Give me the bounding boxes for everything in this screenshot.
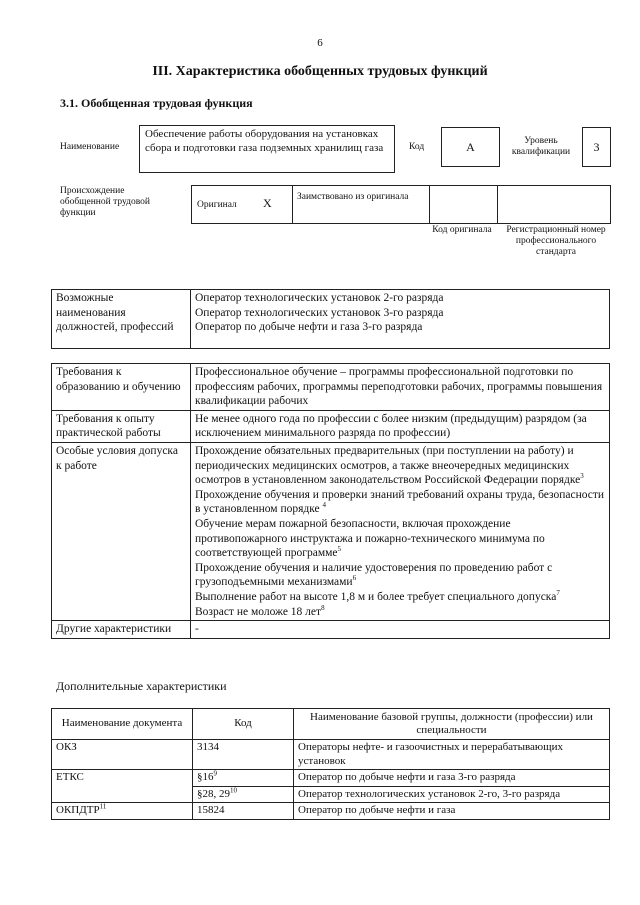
footnote-ref: 7 (556, 589, 560, 598)
education-label: Требования к образованию и обучению (52, 364, 191, 411)
subsection-title: 3.1. Обобщенная трудовая функция (60, 96, 253, 110)
other-text: - (191, 621, 610, 639)
requirements-table (51, 363, 610, 639)
page-number: 6 (317, 37, 323, 49)
origin-divider-2 (429, 186, 430, 223)
origin-label: Происхождение обобщенной трудовой функции (60, 186, 150, 218)
conditions-list (191, 442, 610, 620)
positions-table (51, 289, 610, 349)
borrowed-label: Заимствовано из оригинала (297, 192, 409, 202)
condition-item: Прохождение обучения и наличие удостоверения по проведению работ с грузоподъемными механизмами$^6$ (195, 561, 553, 589)
additional-title: Дополнительные характеристики (56, 679, 227, 693)
positions-label: Возможные наименования должностей, профессий (52, 290, 191, 349)
original-mark: Х (263, 196, 272, 210)
footnote-ref: 6 (352, 574, 357, 583)
table-row: ОКЗ 3134 Операторы нефте- и газоочистных и перерабатывающих установок (52, 740, 610, 770)
column-header: Код (193, 709, 294, 740)
level-value: 3 (582, 127, 611, 167)
code-value: А (441, 127, 500, 167)
conditions-label: Особые условия допуска к работе (52, 442, 191, 620)
code-label: Код (409, 142, 425, 152)
origin-divider-3 (497, 186, 498, 223)
condition-item: Обучение мерам пожарной безопасности, включая прохождение противопожарного инструктажа и пожарно-технического минимума по соответствующей программе$^5$ (195, 517, 545, 560)
condition-item: Возраст не моложе 18 лет$^8$ (195, 603, 325, 618)
table-header-row (52, 709, 610, 740)
additional-table (51, 708, 610, 820)
reg-number-label: Регистрационный номер профессионального стандарта (506, 225, 606, 257)
column-header: Наименование базовой группы, должности (профессии) или специальности (294, 709, 610, 740)
name-label: Наименование (60, 142, 120, 152)
footnote-ref: 5 (337, 545, 341, 554)
table-row: §28, $29^{10}$ Оператор технологических установок 2-го, 3-го разряда (52, 786, 610, 803)
column-header: Наименование документа (52, 709, 193, 740)
experience-label: Требования к опыту практической работы (52, 410, 191, 442)
other-label: Другие характеристики (52, 621, 191, 639)
experience-text: Не менее одного года по профессии с более низким (предыдущим) разрядом (за исключением минимального разряда по профессии) (191, 410, 610, 442)
level-label: Уровень квалификации (511, 136, 571, 157)
condition-item: Прохождение обязательных предварительных (при поступлении на работу) и периодических медицинских осмотров, а также внеочередных медицинских осмотров в установленном законодательством Российской Федерации порядке$^3$ (195, 444, 584, 487)
positions-list (191, 290, 610, 349)
section-title: III. Характеристика обобщенных трудовых функций (152, 64, 488, 79)
position-item: Оператор технологических установок 3-го разряда (195, 306, 444, 319)
education-text: Профессиональное обучение – программы профессиональной подготовки по профессиям рабочих, программы переподготовки рабочих, программы повышения квалификации рабочих (191, 364, 610, 411)
footnote-ref: 4 (322, 501, 327, 510)
origin-divider-1 (292, 186, 293, 223)
table-row: ОКПДТР$^{11}$ 15824 Оператор по добыче нефти и газа (52, 803, 610, 820)
condition-item: Прохождение обучения и проверки знаний требований охраны труда, безопасности в установленном порядке $^4$ (195, 488, 605, 516)
condition-item: Выполнение работ на высоте 1,8 м и более требует специального допуска$^7$ (195, 589, 560, 603)
footnote-ref: 8 (321, 603, 325, 612)
origin-table (191, 185, 611, 224)
table-row: ЕТКС $\S 16^9$ Оператор по добыче нефти и газа 3-го разряда (52, 770, 610, 787)
position-item: Оператор по добыче нефти и газа 3-го разряда (195, 321, 423, 334)
original-label: Оригинал (197, 200, 237, 210)
footnote-ref: 3 (580, 472, 584, 481)
position-item: Оператор технологических установок 2-го разряда (195, 292, 444, 304)
code-original-label: Код оригинала (432, 225, 492, 235)
name-value: Обеспечение работы оборудования на установках сбора и подготовки газа подземных хранилищ газа (139, 125, 395, 173)
